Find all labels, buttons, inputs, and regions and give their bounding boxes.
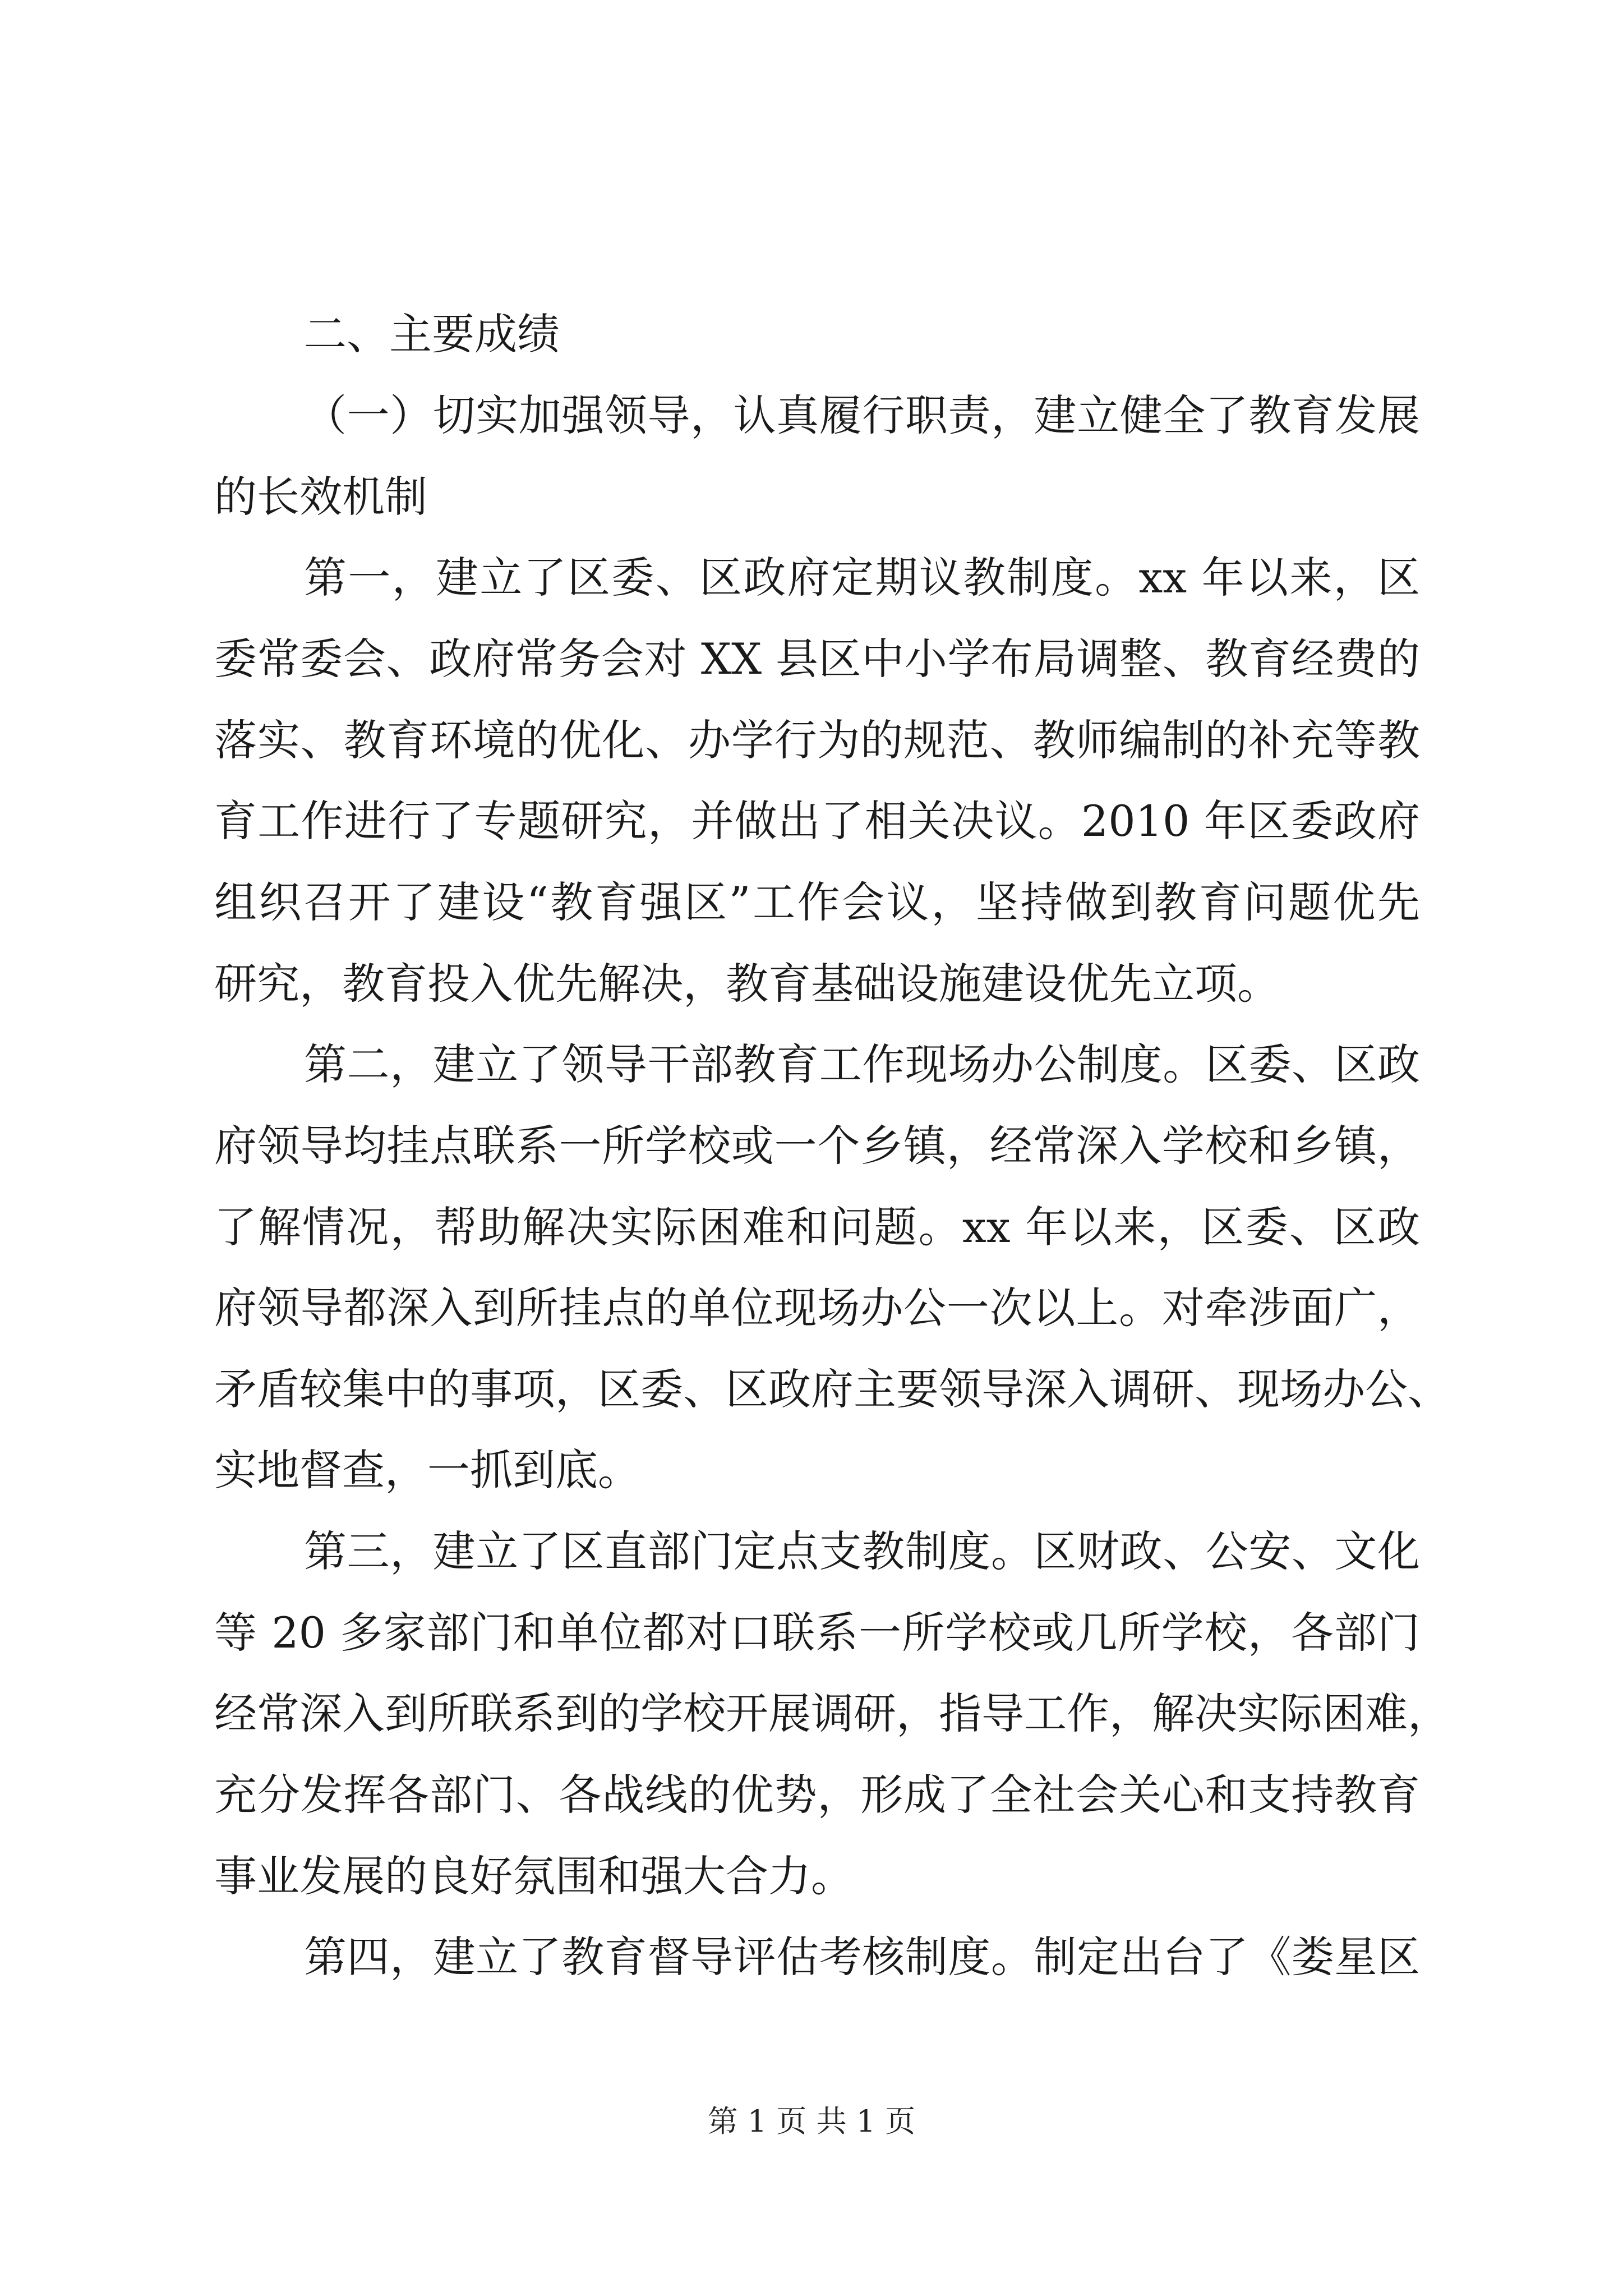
paragraph-1-line-5: 组织召开了建设“教育强区”工作会议，坚持做到教育问题优先	[214, 877, 1420, 927]
paragraph-1-line-2: 委常委会、政府常务会对 XX 县区中小学布局调整、教育经费的	[214, 634, 1420, 684]
paragraph-3-line-3: 经常深入到所联系到的学校开展调研，指导工作，解决实际困难，	[214, 1688, 1450, 1738]
paragraph-3-line-1: 第三，建立了区直部门定点支教制度。区财政、公安、文化	[304, 1526, 1420, 1576]
section-heading: 二、主要成绩	[304, 309, 560, 359]
paragraph-2-line-2: 府领导均挂点联系一所学校或一个乡镇，经常深入学校和乡镇，	[214, 1121, 1420, 1171]
subheading-line-1: （一）切实加强领导，认真履行职责，建立健全了教育发展	[304, 390, 1420, 440]
paragraph-1-line-6: 研究，教育投入优先解决，教育基础设施建设优先立项。	[214, 959, 1280, 1009]
paragraph-2-line-3: 了解情况，帮助解决实际困难和问题。xx 年以来，区委、区政	[214, 1202, 1420, 1252]
paragraph-3-line-2: 等 20 多家部门和单位都对口联系一所学校或几所学校，各部门	[214, 1608, 1420, 1658]
paragraph-3-line-4: 充分发挥各部门、各战线的优势，形成了全社会关心和支持教育	[214, 1770, 1420, 1820]
paragraph-1-line-3: 落实、教育环境的优化、办学行为的规范、教师编制的补充等教	[214, 715, 1420, 765]
paragraph-1-line-1: 第一，建立了区委、区政府定期议教制度。xx 年以来，区	[304, 553, 1420, 602]
paragraph-1-line-4: 育工作进行了专题研究，并做出了相关决议。2010 年区委政府	[214, 796, 1420, 846]
paragraph-2-line-5: 矛盾较集中的事项，区委、区政府主要领导深入调研、现场办公、	[214, 1364, 1450, 1414]
paragraph-2-line-6: 实地督查，一抓到底。	[214, 1445, 640, 1495]
page-footer: 第 1 页 共 1 页	[707, 2104, 916, 2139]
paragraph-2-line-1: 第二，建立了领导干部教育工作现场办公制度。区委、区政	[304, 1039, 1420, 1089]
paragraph-3-line-5: 事业发展的良好氛围和强大合力。	[214, 1851, 854, 1901]
subheading-line-2: 的长效机制	[214, 472, 427, 522]
paragraph-2-line-4: 府领导都深入到所挂点的单位现场办公一次以上。对牵涉面广，	[214, 1283, 1420, 1333]
paragraph-4-line-1: 第四，建立了教育督导评估考核制度。制定出台了《娄星区	[304, 1932, 1420, 1982]
